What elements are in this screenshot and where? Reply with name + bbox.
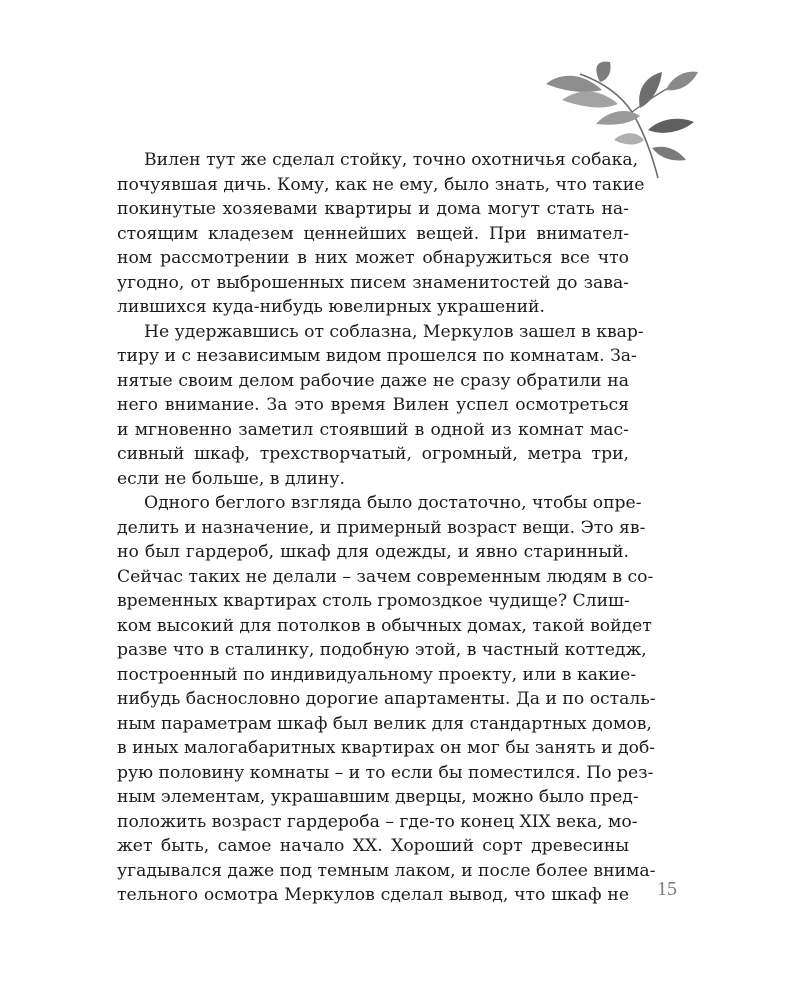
text-line: него внимание. За это время Вилен успел осмотреться (117, 395, 629, 415)
text-line: почуявшая дичь. Кому, как не ему, было знать, что такие (117, 174, 645, 195)
text-line: нятые своим делом рабочие даже не сразу обратили на (117, 370, 629, 391)
text-line: тельного осмотра Меркулов сделал вывод, что шкаф не (117, 885, 629, 905)
text-line: стоящим кладезем ценнейших вещей. При внимател- (117, 223, 629, 244)
text-line: угадывался даже под темным лаком, и после более внима- (117, 860, 656, 881)
text-line: нибудь баснословно дорогие апартаменты. Да и по осталь- (117, 689, 656, 709)
text-line: разве что в сталинку, подобную этой, в частный коттедж, (117, 640, 647, 660)
text-line: если не больше, в длину. (117, 468, 345, 489)
text-line: покинутые хозяевами квартиры и дома могут стать на- (117, 199, 629, 219)
text-line: сивный шкаф, трехстворчатый, огромный, метра три, (117, 444, 629, 464)
text-line: жет быть, самое начало XX. Хороший сорт древесины (117, 836, 629, 856)
text-line: тиру и с независимым видом прошелся по комнатам. За- (117, 346, 637, 366)
text-line: делить и назначение, и примерный возраст вещи. Это яв- (117, 517, 646, 538)
text-line: в иных малогабаритных квартирах он мог бы занять и доб- (117, 738, 656, 758)
text-line: но был гардероб, шкаф для одежды, и явно старинный. (117, 542, 629, 562)
text-line: и мгновенно заметил стоявший в одной из комнат мас- (117, 419, 629, 440)
text-line: построенный по индивидуальному проекту, или в какие- (117, 664, 637, 685)
text-line: лившихся куда-нибудь ювелирных украшений. (117, 297, 545, 317)
text-line: рую половину комнаты – и то если бы поместился. По рез- (117, 762, 654, 783)
text-line: временных квартирах столь громоздкое чудище? Слиш- (117, 591, 630, 611)
body-text (117, 148, 656, 908)
text-line: ным параметрам шкаф был велик для стандартных домов, (117, 713, 652, 734)
text-line: Одного беглого взгляда было достаточно, чтобы опре- (144, 493, 642, 513)
text-line: ном рассмотрении в них может обнаружиться все что (117, 248, 629, 268)
text-line: положить возраст гардероба – где-то конец XIX века, мо- (117, 811, 638, 832)
text-line: угодно, от выброшенных писем знаменитостей до зава- (117, 272, 629, 293)
page-number: 15 (657, 878, 677, 900)
text-line: ком высокий для потолков в обычных домах, такой войдет (117, 615, 652, 636)
text-line: Не удержавшись от соблазна, Меркулов зашел в квар- (144, 321, 644, 342)
text-line: Сейчас таких не делали – зачем современным людям в со- (117, 566, 654, 587)
text-line: ным элементам, украшавшим дверцы, можно было пред- (117, 787, 639, 807)
text-line: Вилен тут же сделал стойку, точно охотничья собака, (144, 150, 639, 170)
